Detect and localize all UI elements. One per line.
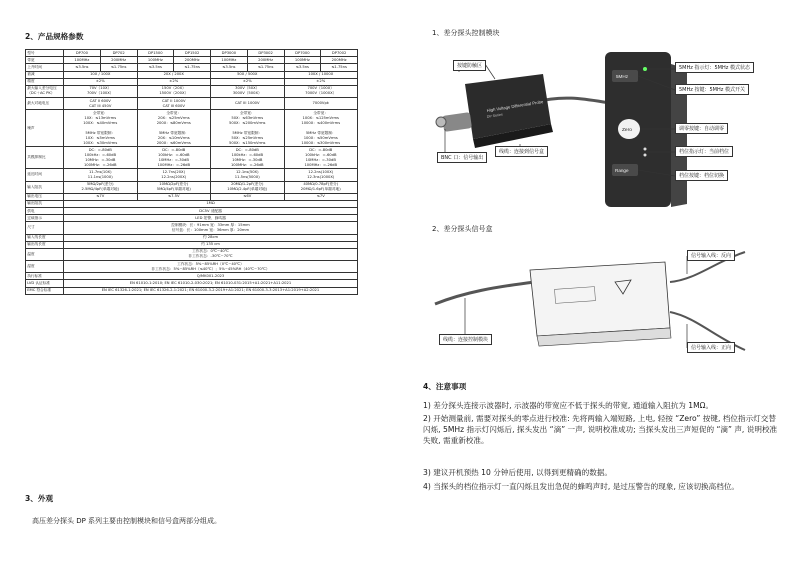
spec-cell: ≤1.75ns — [321, 64, 358, 71]
spec-cell: EN IEC 61326-1:2021; EN IEC 61326-2-1:2021; EN 61000-3-2:2019+A1:2021; EN 61000-3-3:2013+A1:2019+A2:2021 — [64, 287, 358, 294]
spec-cell: ±2% — [64, 78, 138, 85]
spec-cell: LED 报警、蜂鸣器 — [64, 215, 358, 222]
spec-row — [26, 57, 358, 64]
spec-cell: 150V（20X） 1500V（200X） — [137, 85, 211, 97]
spec-cell: ≤7.5V — [137, 193, 211, 200]
spec-cell: 100MHz — [64, 57, 101, 64]
spec-cell: 50X / 500X — [211, 71, 285, 78]
spec-cell: 20MΩ/1.2pF(差分) 10MΩ/2.4pF(单端对地) — [211, 181, 285, 193]
spec-row-label: 上升时间 — [26, 64, 64, 71]
spec-cell: DP3000 — [211, 50, 248, 57]
spec-cell: DC：=-80dB 100kHz：=-60dB 10MHz：=-30dB 100MHz：=-26dB — [284, 147, 358, 169]
signal-box-figure — [425, 242, 785, 362]
spec-cell: 100MHz — [137, 57, 174, 64]
spec-cell: 全带宽： 10X：≤13mVrms 100X：≤40mVrms 5MHz 带宽限制： 10X：≤5mVrms 100X：≤30mVrms — [64, 110, 138, 147]
svg-text:Zero: Zero — [622, 128, 632, 133]
note-item-1: 1) 差分探头连接示波器时, 示波器的带宽应不低于探头的带宽, 通道输入阻抗为 1MΩ。 — [423, 401, 714, 410]
spec-cell: 700V（100X） 7000V（1000X） — [284, 85, 358, 97]
callout-cable: 线缆：连接到信号盒 — [495, 146, 548, 157]
spec-cell: ±2% — [284, 78, 358, 85]
spec-cell: 11.7ns(10X) 11.1ns(100X) — [64, 169, 138, 181]
spec-cell: 全带宽： 100X：≤125mVrms 1000X：≤400mVrms 5MHz 带宽限制： 100X：≤50mVrms 1000X：≤300mVrms — [284, 110, 358, 147]
note-item-3: 3) 建议开机预热 10 分钟后使用, 以得到更精确的数据。 — [423, 468, 612, 477]
spec-row — [26, 147, 358, 169]
spec-row — [26, 234, 358, 241]
spec-row — [26, 208, 358, 215]
spec-row — [26, 98, 358, 110]
control-module-figure — [425, 44, 785, 214]
spec-row — [26, 280, 358, 287]
spec-row — [26, 222, 358, 234]
notes-heading: 4、注意事项 — [423, 382, 467, 391]
spec-row — [26, 181, 358, 193]
spec-heading: 2、产品规格参数 — [25, 32, 84, 41]
spec-row — [26, 193, 358, 200]
five-mhz-led — [643, 67, 647, 71]
control-module-title: 1、差分探头控制模块 — [432, 29, 500, 37]
spec-row — [26, 287, 358, 294]
spec-row — [26, 169, 358, 181]
spec-cell: DC5V 适配器 — [64, 208, 358, 215]
spec-cell: 全带宽： 50X：≤63mVrms 500X：≤200mVrms 5MHz 带宽限制： 50X：≤25mVrms 500X：≤150mVrms — [211, 110, 285, 147]
spec-row-label: 输入阻抗 — [26, 181, 64, 193]
spec-cell: 全带宽： 20X：≤25mVrms 200X：≤80mVrms 5MHz 带宽限制： 20X：≤10mVrms 200X：≤60mVrms — [137, 110, 211, 147]
spec-row-label: 尺寸 — [26, 222, 64, 234]
spec-cell: 工作状态：5%~85%RH（0℃~40℃） 非工作状态：5%~85%RH（≤40℃）；5%~45%RH（40℃~70℃） — [64, 261, 358, 273]
svg-text:DP Series: DP Series — [486, 112, 504, 119]
spec-row-label: LVD 认证标准 — [26, 280, 64, 287]
spec-row-label: 输入线长度 — [26, 234, 64, 241]
spec-row-label: 最大对地电压 — [26, 98, 64, 110]
callout-zero: 调零按键：自动调零 — [675, 123, 728, 134]
spec-cell: DP700 — [64, 50, 101, 57]
callout-bnc: BNC 口：信号输出 — [437, 152, 487, 163]
callout-neg: 信号输入线：反向 — [687, 250, 735, 261]
spec-cell: 控制模块：长：91mm 宽：33mm 厚：15mm 信号盒：长：100mm 宽：36mm 厚：20mm — [64, 222, 358, 234]
spec-row-label: 输出阻抗 — [26, 200, 64, 207]
spec-cell: ≤3.5ns — [137, 64, 174, 71]
spec-row-label: 衰减 — [26, 71, 64, 78]
spec-row — [26, 261, 358, 273]
spec-row-label: 最大输入差分电压（DC＋AC PK） — [26, 85, 64, 97]
spec-cell: ≤6V — [211, 193, 285, 200]
spec-row-label: 执行标准 — [26, 273, 64, 280]
spec-cell: 100MHz — [284, 57, 321, 64]
spec-cell: DP1500 — [137, 50, 174, 57]
spec-row-label: 供电 — [26, 208, 64, 215]
appearance-heading: 3、外观 — [25, 494, 54, 503]
spec-cell: 10MΩ/2pF(差分) 5MΩ/4pF(单端对地) — [137, 181, 211, 193]
spec-cell: 工作状态：0℃~40℃ 非工作状态：-30℃~70℃ — [64, 248, 358, 260]
spec-row-label: 输出线长度 — [26, 241, 64, 248]
spec-cell: 10X / 100X — [64, 71, 138, 78]
spec-row — [26, 110, 358, 147]
spec-cell: ≤3.5ns — [64, 64, 101, 71]
spec-cell: ≤7V — [64, 193, 138, 200]
spec-cell: 1MΩ — [64, 200, 358, 207]
spec-row-label: 噪声 — [26, 110, 64, 147]
spec-cell: 约 135 cm — [64, 241, 358, 248]
signal-box-title: 2、差分探头信号盒 — [432, 225, 493, 233]
spec-cell: Q/MK001-2023 — [64, 273, 358, 280]
spec-cell: 200MHz — [174, 57, 211, 64]
spec-row — [26, 64, 358, 71]
spec-cell: DP7002 — [321, 50, 358, 57]
spec-table — [25, 49, 358, 295]
spec-cell: EN 61010-1:2010; EN IEC 61010-2-030:2021; EN 61010-031:2015+A1:2021+A11:2021 — [64, 280, 358, 287]
spec-row — [26, 241, 358, 248]
spec-cell: 70V（10X） 700V（100X） — [64, 85, 138, 97]
spec-row — [26, 248, 358, 260]
spec-cell: 7000Vpk — [284, 98, 358, 110]
spec-cell: ≤1.75ns — [100, 64, 137, 71]
spec-cell: DC：=-80dB 100kHz：=-60dB 10MHz：=-30dB 100MHz：=-26dB — [137, 147, 211, 169]
svg-text:Range: Range — [615, 168, 629, 173]
spec-cell: CAT II 1000V CAT III 600V — [137, 98, 211, 110]
svg-text:High Voltage Differential Prob: High Voltage Differential Probe — [486, 99, 544, 113]
spec-cell: 200MHz — [247, 57, 284, 64]
note-item-2: 2) 开始测量前, 需要对探头的零点进行校准: 先将两输入端短路, 上电, 轻按 “Zero” 按键, 档位指示灯交替闪烁, 5MHz 指示灯闪烁后, 探头发出 “滴” 一声, 说明校准成功; 当探头发出三声短促的 “滴” 声, 说明校准失败, 需重新校准。 — [423, 414, 778, 445]
spec-cell: 300V（50X） 3000V（500X） — [211, 85, 285, 97]
spec-cell: ±2% — [137, 78, 211, 85]
spec-row-label: 型号 — [26, 50, 64, 57]
spec-cell: 5MΩ/2pF(差分) 2.5MΩ/4pF(单端对地) — [64, 181, 138, 193]
spec-cell: DP1502 — [174, 50, 211, 57]
callout-range-led: 档位指示灯：当前档位 — [675, 146, 733, 157]
spec-cell: 20X / 200X — [137, 71, 211, 78]
callout-protect: 按键防触区 — [453, 60, 486, 71]
spec-row — [26, 78, 358, 85]
appearance-text: 高压差分探头 DP 系列主要由控制模块和信号盒两部分组成。 — [32, 517, 222, 525]
spec-cell: DP3002 — [247, 50, 284, 57]
spec-row-label: 过载指示 — [26, 215, 64, 222]
signal-box-cable — [435, 282, 535, 304]
spec-cell: CAT II 600V CAT III 450V — [64, 98, 138, 110]
spec-row-label: 延迟时间 — [26, 169, 64, 181]
spec-row-label: 输出电压 — [26, 193, 64, 200]
spec-row — [26, 71, 358, 78]
note-item-4: 4) 当探头的档位指示灯一直闪烁且发出急促的蜂鸣声时, 是过压警告的现象, 应该切换高档位。 — [423, 482, 740, 491]
spec-row — [26, 215, 358, 222]
spec-cell: 12.7ns(20X) 12.2ns(200X) — [137, 169, 211, 181]
spec-cell: 100X / 1000X — [284, 71, 358, 78]
callout-5mhz-btn: 5MHz 按键：5MHz 模式开关 — [675, 84, 749, 95]
spec-row-label: EMC 符合标准 — [26, 287, 64, 294]
spec-cell: 40MΩ/0.78pF(差分) 20MΩ/1.6pF(单端对地) — [284, 181, 358, 193]
spec-cell: 12.2ns(100X) 12.3ns(1000X) — [284, 169, 358, 181]
spec-row-label: 精度 — [26, 78, 64, 85]
callout-5mhz-led: 5MHz 指示灯：5MHz 模式状态 — [675, 62, 754, 73]
signal-box-body — [530, 262, 670, 336]
spec-cell: 200MHz — [100, 57, 137, 64]
spec-cell: 12.1ns(50X) 11.5ns(500X) — [211, 169, 285, 181]
svg-text:5MHz: 5MHz — [616, 74, 628, 79]
spec-cell: ≤1.75ns — [174, 64, 211, 71]
spec-cell: ≤7V — [284, 193, 358, 200]
spec-cell: 100MHz — [211, 57, 248, 64]
spec-row — [26, 85, 358, 97]
spec-row — [26, 200, 358, 207]
spec-cell: DC：=-80dB 100kHz：=-60dB 10MHz：=-30dB 100MHz：=-26dB — [64, 147, 138, 169]
spec-cell: ±2% — [211, 78, 285, 85]
spec-cell: ≤3.5ns — [284, 64, 321, 71]
spec-cell: DP702 — [100, 50, 137, 57]
spec-cell: DP7000 — [284, 50, 321, 57]
callout-range-btn: 档位按键：档位切换 — [675, 170, 728, 181]
spec-cell: ≤1.75ns — [247, 64, 284, 71]
callout-box-cable: 线缆：连接控制模块 — [439, 334, 492, 345]
bnc-connector — [442, 112, 472, 132]
spec-row-label: 带宽 — [26, 57, 64, 64]
spec-cell: CAT III 1000V — [211, 98, 285, 110]
spec-cell: 200MHz — [321, 57, 358, 64]
spec-cell: DC：=-80dB 100kHz：=-60dB 10MHz：=-30dB 100MHz：=-26dB — [211, 147, 285, 169]
spec-row-label: 共模抑制比 — [26, 147, 64, 169]
spec-row-label: 湿度 — [26, 261, 64, 273]
spec-row-label: 温度 — [26, 248, 64, 260]
spec-cell: 约 28cm — [64, 234, 358, 241]
spec-cell: ≤3.5ns — [211, 64, 248, 71]
range-led — [644, 148, 647, 151]
spec-row — [26, 273, 358, 280]
spec-row — [26, 50, 358, 57]
callout-pos: 信号输入线：正向 — [687, 342, 735, 353]
